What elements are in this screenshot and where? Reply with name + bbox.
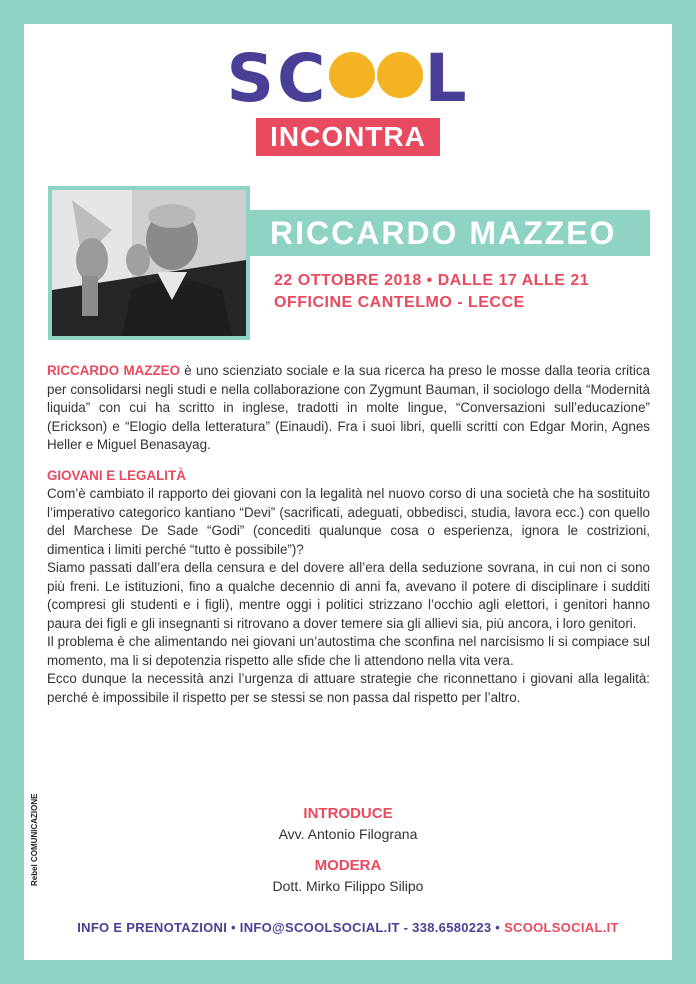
introduce-label: INTRODUCE <box>303 805 393 822</box>
body-text <box>47 362 650 707</box>
incontra-badge: INCONTRA <box>256 118 440 156</box>
section-paragraph-3: Il problema è che alimentando nei giovani un’autostima che sconfina nel narcisismo li si compiace sul momento, ma li si depotenzia rispetto alle sfide che li attendono nella vita vera. <box>47 634 650 668</box>
logo-text-start: SC <box>226 39 329 117</box>
speaker-photo-image <box>52 190 246 336</box>
credits <box>24 804 672 896</box>
event-date: 22 OTTOBRE 2018 • DALLE 17 ALLE 21 <box>274 272 590 289</box>
introduce-name: Avv. Antonio Filograna <box>278 826 418 842</box>
section-paragraph-1: Com’è cambiato il rapporto dei giovani con la legalità nel nuovo corso di una società che ha sostituito l’imperativo categorico kantiano “Devi” (sacrificati, adeguati, obbedisci, studia, lavora ecc.) con quello del Marchese De Sade “Godi” (concediti qualunque cosa o esperienza, ignora le costrizioni, dimentica i limiti perché “tutto è possibile”)? <box>47 486 650 557</box>
modera-label: MODERA <box>314 857 382 874</box>
event-info <box>274 270 589 314</box>
scool-logo <box>24 39 672 117</box>
bio-paragraph <box>47 362 650 455</box>
footer-contacts <box>24 920 672 935</box>
section-title: GIOVANI E LEGALITÀ <box>47 467 186 483</box>
speaker-name-band: RICCARDO MAZZEO <box>250 210 650 256</box>
poster <box>24 24 672 960</box>
bio-name: RICCARDO MAZZEO <box>47 363 180 378</box>
footer-info: INFO E PRENOTAZIONI • INFO@SCOOLSOCIAL.IT - 338.6580223 • <box>77 920 505 935</box>
logo-o-circle-icon <box>377 52 423 98</box>
incontra-badge-wrap <box>24 118 672 156</box>
event-venue: OFFICINE CANTELMO - LECCE <box>274 294 525 311</box>
agency-mark <box>30 793 44 886</box>
logo-o-circle-icon <box>329 52 375 98</box>
agency-mark-text: Rebel COMUNICAZIONE <box>30 793 39 886</box>
section-paragraph-2: Siamo passati dall’era della censura e del dovere all’era della seduzione sovrana, in cui non ci sono più freni. Le istituzioni, fino a qualche decennio di anni fa, avevano il potere di disciplinare i sudditi (compresi gli studenti e i figli), mentre oggi i politici strizzano l’occhio agli elettori, i genitori hanno paura dei figli e gli insegnanti si ritrovano a dover temere sia gli allievi sia, più ancora, i loro genitori. <box>47 560 650 631</box>
footer-site-link[interactable]: SCOOLSOCIAL.IT <box>504 920 619 935</box>
modera-name: Dott. Mirko Filippo Silipo <box>272 878 424 894</box>
section-paragraph-4: Ecco dunque la necessità anzi l’urgenza di attuare strategie che riconnettano i giovani alla legalità: perché è impossibile il rispetto per se stessi se non passa dal rispetto per l’altro. <box>47 671 650 705</box>
speaker-photo <box>48 186 250 340</box>
logo-text-end: L <box>424 39 470 117</box>
bio-text: è uno scienziato sociale e la sua ricerca ha preso le mosse dalla teoria critica per consolidarsi negli studi e nella collaborazione con Zygmunt Bauman, il sociologo della “Modernità liquida” con cui ha scritto in inglese, tradotti in molte lingue, “Conversazioni sull’educazione” (Erickson) e “Elogio della letteratura” (Einaudi). Fra i suoi libri, quelli scritti con Edgar Morin, Agnes Heller e Miguel Benasayag. <box>47 363 650 452</box>
